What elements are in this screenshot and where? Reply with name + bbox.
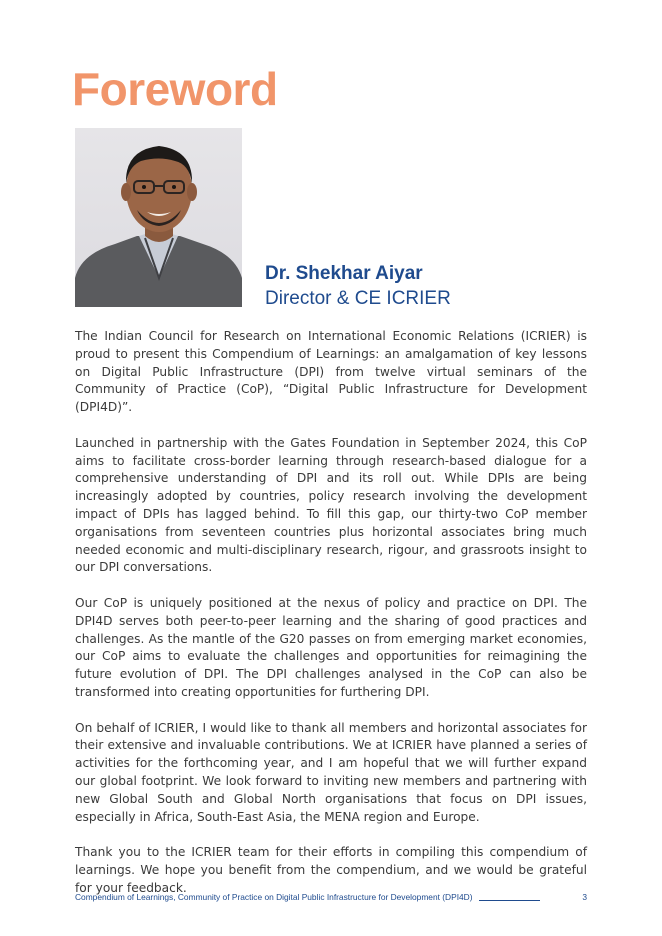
author-block <box>265 262 451 311</box>
page-footer <box>75 892 587 902</box>
foreword-body <box>75 328 587 915</box>
paragraph: Our CoP is uniquely positioned at the nexus of policy and practice on DPI. The DPI4D serves both peer-to-peer learning and the sharing of good practices and challenges. As the mantle of the G20 passes on from emerging market economies, our CoP aims to evaluate the challenges and opportunities for reimagining the future evolution of DPI. The DPI challenges analysed in the CoP can also be transformed into creating opportunities for furthering DPI. <box>75 595 587 699</box>
footer-rule <box>479 900 540 901</box>
paragraph: Launched in partnership with the Gates Foundation in September 2024, this CoP aims to facilitate cross-border learning through research-based dialogue for a comprehensive understanding of DPI and its roll out. While DPIs are being increasingly adopted by countries, policy research involving the development impact of DPIs has lagged behind. To fill this gap, our thirty-two CoP member organisations from seventeen countries plus horizontal associates bring much needed economic and multi-disciplinary research, rigour, and grassroots insight to our DPI conversations. <box>75 435 587 575</box>
paragraph: The Indian Council for Research on International Economic Relations (ICRIER) is proud to present this Compendium of Learnings: an amalgamation of key lessons on Digital Public Infrastructure (DPI) from twelve virtual seminars of the Community of Practice (CoP), “Digital Public Infrastructure for Development (DPI4D)”. <box>75 329 587 415</box>
page-number: 3 <box>582 892 587 902</box>
author-role: Director & CE ICRIER <box>265 288 451 309</box>
author-photo <box>75 128 242 307</box>
paragraph: Thank you to the ICRIER team for their efforts in compiling this compendium of learnings. We hope you benefit from the compendium, and we would be grateful for your feedback. <box>75 845 587 895</box>
paragraph: On behalf of ICRIER, I would like to thank all members and horizontal associates for their extensive and invaluable contributions. We at ICRIER have planned a series of activities for the forthcoming year, and I am hopeful that we will further expand our global footprint. We look forward to inviting new members and partnering with new Global South and Global North organisations that focus on DPI issues, especially in Africa, South-East Asia, the MENA region and Europe. <box>75 720 587 824</box>
page-title: Foreword <box>72 63 278 115</box>
author-name: Dr. Shekhar Aiyar <box>265 263 423 284</box>
footer-text: Compendium of Learnings, Community of Practice on Digital Public Infrastructure for Development (DPI4D) <box>75 892 473 902</box>
